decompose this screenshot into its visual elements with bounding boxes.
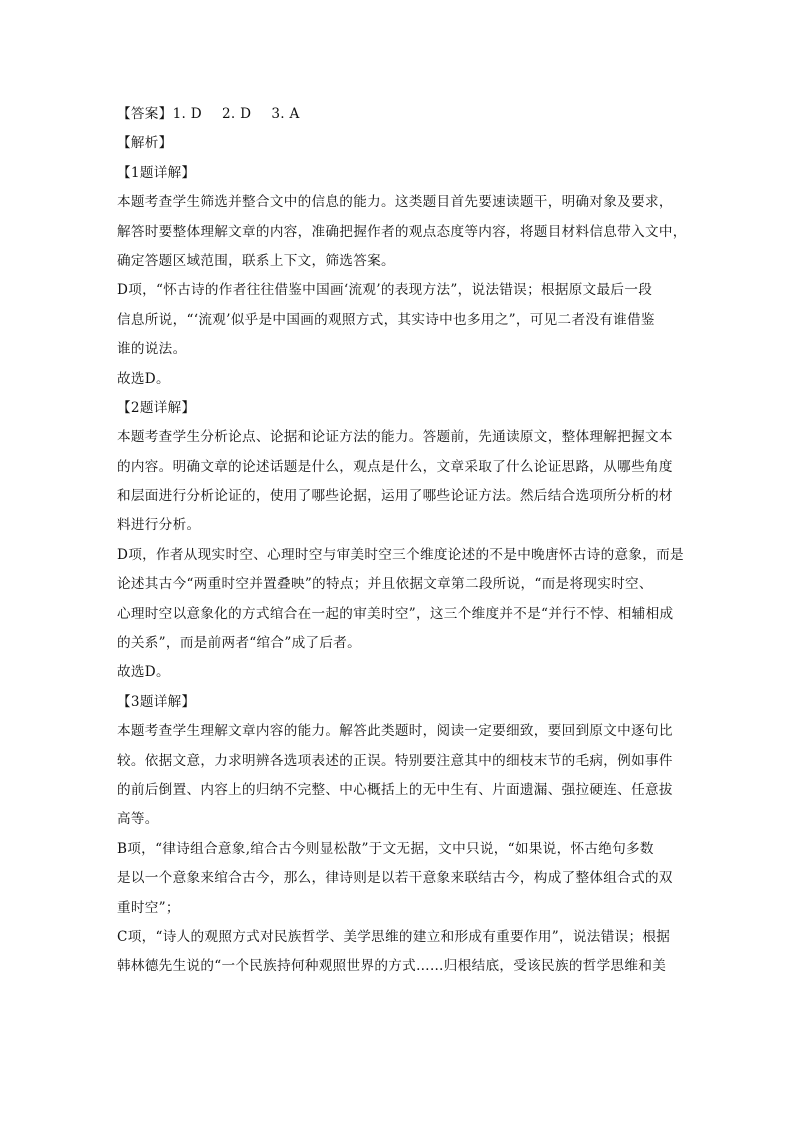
paragraph-line: 确定答题区域范围，联系上下文，筛选答案。: [117, 252, 395, 269]
document-body: [117, 100, 689, 982]
paragraph-line: 高等。: [117, 811, 159, 828]
paragraph-line: 料进行分析。: [117, 517, 201, 534]
paragraph-line: 的关系”，而是前两者“绾合”成了后者。: [117, 635, 362, 652]
paragraph-line: 故选D。: [117, 370, 170, 387]
paragraph-line: D项，“怀古诗的作者往往借鉴中国画‘流观’的表现方法”，说法错误；根据原文最后一段: [117, 282, 653, 299]
answer-item: 2. D: [221, 106, 252, 122]
paragraph-line: 本题考查学生理解文章内容的能力。解答此类题时，阅读一定要细致，要回到原文中逐句比: [117, 723, 673, 740]
paragraph-line: 韩林德先生说的“一个民族持何种观照世界的方式……归根结底，受该民族的哲学思维和美: [117, 958, 667, 975]
paragraph-line: 本题考查学生筛选并整合文中的信息的能力。这类题目首先要速读题干，明确对象及要求，: [117, 194, 673, 211]
paragraph-line: 本题考查学生分析论点、论据和论证方法的能力。答题前，先通读原文，整体理解把握文本: [117, 429, 673, 446]
paragraph-line: 较。依据文意，力求明辨各选项表述的正误。特别要注意其中的细枝末节的毛病，例如事件: [117, 752, 673, 769]
q1-heading: 【1题详解】: [117, 164, 196, 181]
paragraph-line: 心理时空以意象化的方式绾合在一起的审美时空”，这三个维度并不是“并行不悖、相辅相成: [117, 605, 674, 622]
paragraph-line: 的内容。明确文章的论述话题是什么，观点是什么，文章采取了什么论证思路，从哪些角度: [117, 458, 673, 475]
paragraph-line: 谁的说法。: [117, 341, 187, 358]
paragraph-line: 重时空”；: [117, 899, 180, 916]
paragraph-line: 解答时要整体理解文章的内容，准确把握作者的观点态度等内容，将题目材料信息带入文中，: [117, 223, 687, 240]
paragraph-line: C项，“诗人的观照方式对民族哲学、美学思维的建立和形成有重要作用”，说法错误；根据: [117, 928, 671, 945]
paragraph-line: D项，作者从现实时空、心理时空与审美时空三个维度论述的不是中晚唐怀古诗的意象，而是: [117, 546, 684, 563]
q3-heading: 【3题详解】: [117, 693, 196, 710]
answer-line: [117, 100, 689, 129]
analysis-heading: 【解析】: [117, 135, 173, 152]
paragraph-line: 的前后倒置、内容上的归纳不完整、中心概括上的无中生有、片面遗漏、强拉硬连、任意拔: [117, 781, 673, 798]
paragraph-line: B项，“律诗组合意象,绾合古今则显松散”于文无据，文中只说，“如果说，怀古绝句多数: [117, 840, 654, 857]
q2-heading: 【2题详解】: [117, 399, 196, 416]
paragraph-line: 故选D。: [117, 664, 170, 681]
paragraph-line: 信息所说，“‘流观’似乎是中国画的观照方式，其实诗中也多用之”，可见二者没有谁借鉴: [117, 311, 655, 328]
paragraph-line: 论述其古今“两重时空并置叠映”的特点；并且依据文章第二段所说，“而是将现实时空、: [117, 576, 653, 593]
answer-item: 3. A: [271, 106, 300, 122]
answer-label: 【答案】: [117, 106, 173, 122]
paragraph-line: 和层面进行分析论证的，使用了哪些论据，运用了哪些论证方法。然后结合选项所分析的材: [117, 488, 673, 505]
answer-item: 1. D: [172, 106, 202, 122]
paragraph-line: 是以一个意象来绾合古今，那么，律诗则是以若干意象来联结古今，构成了整体组合式的双: [117, 870, 673, 887]
